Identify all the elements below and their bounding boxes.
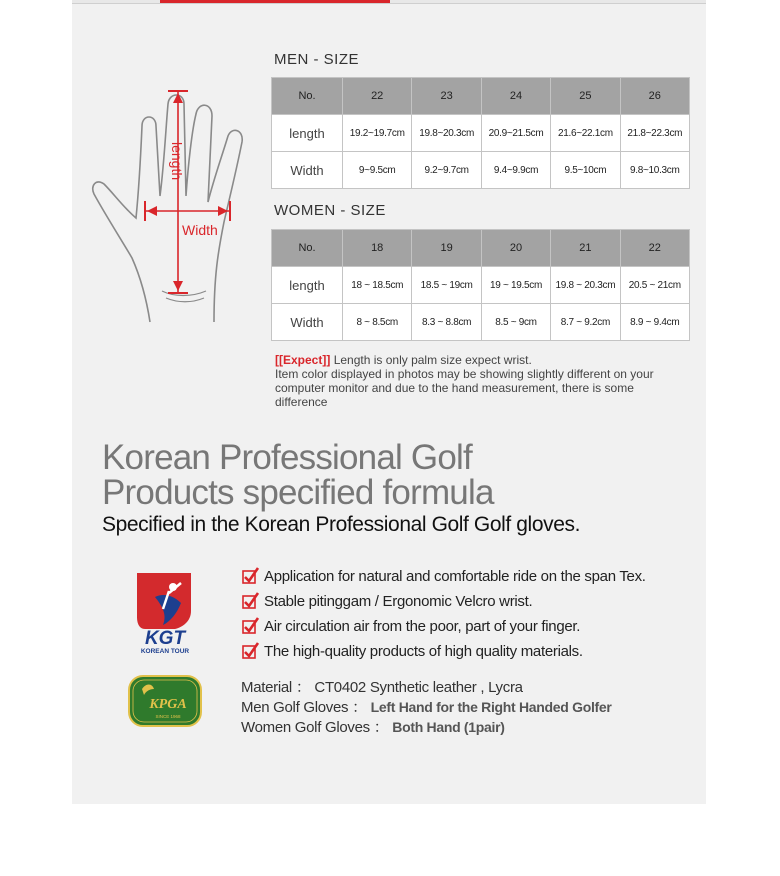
length-arrow-down [173,281,183,291]
red-check-icon [242,592,260,610]
table-cell: 19.8 ~ 20.3cm [551,267,620,304]
expect-tag: [[Expect]] [275,353,331,367]
feature-item [242,615,580,637]
headline-line-2: Products specified formula [102,473,494,512]
kpga-text: KPGA [149,697,187,712]
women-size-title: WOMEN - SIZE [274,202,386,219]
men-header-cell: 25 [551,78,620,115]
note-line-1: Length is only palm size expect wrist. [333,353,532,367]
width-label: Width [182,222,218,238]
women-header-cell: 20 [481,230,550,267]
row-label: length [272,267,343,304]
red-check-icon [242,617,260,635]
table-cell: 9.4~9.9cm [481,152,550,189]
row-label: Width [272,304,343,341]
women-header-cell: 21 [551,230,620,267]
note-line-2: Item color displayed in photos may be showing slightly different on your computer monitor and due to the hand measurement, there is some difference [275,367,654,409]
women-size-header-row [272,230,690,267]
headline-line-1: Korean Professional Golf [102,438,472,477]
men-header-cell: 24 [481,78,550,115]
men-header-cell: No. [272,78,343,115]
women-header-cell: 22 [620,230,689,267]
table-cell: 8 ~ 8.5cm [343,304,412,341]
table-cell: 9~9.5cm [343,152,412,189]
women-header-cell: No. [272,230,343,267]
row-label: length [272,115,343,152]
feature-item [242,590,532,612]
men-header-cell: 22 [343,78,412,115]
spec-men-gloves [241,696,612,717]
men-size-table [271,77,690,189]
spec-value: Both Hand (1pair) [392,719,505,735]
table-cell: 8.3 ~ 8.8cm [412,304,481,341]
feature-item [242,565,646,587]
table-cell: 8.7 ~ 9.2cm [551,304,620,341]
width-arrow-left [147,206,157,216]
kgt-subtext: KOREAN TOUR [140,648,190,655]
feature-text: Air circulation air from the poor, part of your finger. [264,617,581,635]
table-cell: 9.8~10.3cm [620,152,689,189]
wrist-crease-2 [166,298,204,302]
spec-value: CT0402 Synthetic leather , Lycra [314,679,523,696]
men-size-title: MEN - SIZE [274,51,360,68]
kpga-subtext: SINCE 1968 [155,714,181,719]
table-cell: 20.9~21.5cm [481,115,550,152]
table-cell: 19.8~20.3cm [412,115,481,152]
subheadline: Specified in the Korean Professional Golf Golf gloves. [102,513,581,536]
table-cell: 18 ~ 18.5cm [343,267,412,304]
length-label: length [169,142,185,181]
table-cell: 18.5 ~ 19cm [412,267,481,304]
women-header-cell: 19 [412,230,481,267]
table-cell: 8.5 ~ 9cm [481,304,550,341]
feature-item [242,640,583,662]
headline [102,440,494,510]
top-image-accent [160,0,390,3]
table-cell: 19 ~ 19.5cm [481,267,550,304]
table-cell: 19.2~19.7cm [343,115,412,152]
spec-label: Men Golf Gloves ： [241,699,367,716]
men-width-row [272,152,690,189]
feature-text: Stable pitinggam / Ergonomic Velcro wrist. [264,592,533,610]
table-cell: 9.5~10cm [551,152,620,189]
table-cell: 21.6~22.1cm [551,115,620,152]
women-header-cell: 18 [343,230,412,267]
table-cell: 21.8~22.3cm [620,115,689,152]
red-check-icon [242,642,260,660]
table-cell: 20.5 ~ 21cm [620,267,689,304]
spec-women-gloves [241,716,505,737]
spec-label: Women Golf Gloves ： [241,719,389,736]
row-label: Width [272,152,343,189]
table-cell: 8.9 ~ 9.4cm [620,304,689,341]
table-cell: 9.2~9.7cm [412,152,481,189]
red-check-icon [242,567,260,585]
kgt-text: KGT [144,628,186,649]
spec-material [241,676,523,697]
kpga-logo [128,675,202,727]
men-length-row [272,115,690,152]
size-note [275,353,685,409]
spec-label: Material ： [241,679,311,696]
hand-measurement-diagram [88,86,253,331]
kgt-logo [133,571,197,655]
feature-text: Application for natural and comfortable ride on the span Tex. [264,567,646,585]
women-length-row [272,267,690,304]
feature-text: The high-quality products of high quality materials. [264,642,583,660]
women-width-row [272,304,690,341]
men-header-cell: 23 [412,78,481,115]
men-header-cell: 26 [620,78,689,115]
women-size-table [271,229,690,341]
men-size-header-row [272,78,690,115]
spec-value: Left Hand for the Right Handed Golfer [370,699,612,715]
